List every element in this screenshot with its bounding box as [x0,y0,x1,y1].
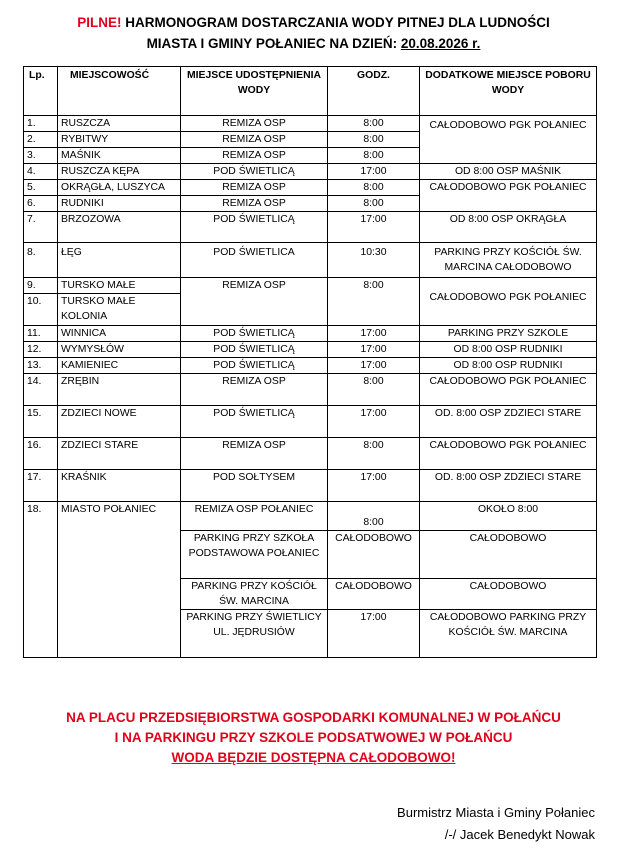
row-lp: 15. [24,406,58,438]
header-place: MIEJSCE UDOSTĘPNIENIA WODY [181,67,328,116]
row-town: KAMIENIEC [58,358,181,374]
table-row [24,374,597,406]
header-time: GODZ. [328,67,420,116]
row-time: 8:00 [328,438,420,470]
row-time: 17:00 [328,164,420,180]
row-time: 17:00 [328,358,420,374]
row-place: REMIZA OSP [181,148,328,164]
row-extra: OD. 8:00 OSP ZDZIECI STARE [420,470,597,502]
row-place: REMIZA OSP [181,438,328,470]
row-town: RUDNIKI [58,196,181,212]
header-extra: DODATKOWE MIEJSCE POBORU WODY [420,67,597,116]
table-row [24,406,597,438]
row-extra: PARKING PRZY KOŚCIÓŁ ŚW. MARCINA CAŁODOBOWO [420,243,597,278]
notice-line-1: NA PLACU PRZEDSIĘBIORSTWA GOSPODARKI KOMUNALNEJ W POŁAŃCU [66,710,561,725]
table-row [24,438,597,470]
urgent-label: PILNE! [77,15,122,30]
row-place: POD ŚWIETLICĄ [181,212,328,243]
row-town: RUSZCZA KĘPA [58,164,181,180]
row-time: 8:00 [328,502,420,531]
row-extra: OD. 8:00 OSP ZDZIECI STARE [420,406,597,438]
row-town: TURSKO MAŁE KOLONIA [58,294,181,326]
row-time: 10:30 [328,243,420,278]
row-lp: 12. [24,342,58,358]
row-lp: 2. [24,132,58,148]
signature-block [397,802,595,846]
table-row [24,212,597,243]
row-town: ŁĘG [58,243,181,278]
city-sub-extra: CAŁODOBOWO PARKING PRZY KOŚCIÓŁ ŚW. MARCINA [420,610,597,658]
header-row [24,67,597,116]
row-extra: CAŁODOBOWO PGK POŁANIEC [420,278,597,326]
row-extra: CAŁODOBOWO PGK POŁANIEC [420,116,597,164]
row-time: 8:00 [328,278,420,326]
row-town: MIASTO POŁANIEC [58,502,181,658]
row-lp: 13. [24,358,58,374]
row-lp: 6. [24,196,58,212]
row-place: REMIZA OSP [181,374,328,406]
row-lp: 9. [24,278,58,294]
table-row [24,342,597,358]
row-place: REMIZA OSP [181,132,328,148]
row-lp: 16. [24,438,58,470]
row-place: POD SOŁTYSEM [181,470,328,502]
title-line-2 [0,33,627,54]
row-lp: 10. [24,294,58,326]
row-time: 17:00 [328,470,420,502]
row-town: BRZOZOWA [58,212,181,243]
row-town: RYBITWY [58,132,181,148]
row-place: REMIZA OSP [181,278,328,326]
row-town: KRAŚNIK [58,470,181,502]
row-place: POD ŚWIETLICĄ [181,326,328,342]
row-time: 8:00 [328,148,420,164]
table-row [24,326,597,342]
table-row [24,180,597,196]
row-town: WINNICA [58,326,181,342]
document-title [0,12,627,54]
city-sub-place: PARKING PRZY ŚWIETLICY UL. JĘDRUSIÓW [181,610,328,658]
row-town: MAŚNIK [58,148,181,164]
row-extra: OD 8:00 OSP RUDNIKI [420,342,597,358]
city-sub-time: 17:00 [328,610,420,658]
schedule-table [23,66,597,658]
row-town: WYMYSŁÓW [58,342,181,358]
row-time: 17:00 [328,342,420,358]
row-place: POD ŚWIETLICĄ [181,164,328,180]
table-row [24,278,597,294]
header-town: MIEJSCOWOŚĆ [58,67,181,116]
title-line-1 [0,12,627,33]
row-town: ZDZIECI NOWE [58,406,181,438]
row-lp: 7. [24,212,58,243]
title-date: 20.08.2026 r. [400,36,481,51]
row-time: 8:00 [328,196,420,212]
row-town: OKRĄGŁA, LUSZYCA [58,180,181,196]
row-lp: 11. [24,326,58,342]
header-lp: Lp. [24,67,58,116]
row-extra: OD 8:00 OSP OKRĄGŁA [420,212,597,243]
title-text-1: HARMONOGRAM DOSTARCZANIA WODY PITNEJ DLA LUDNOŚCI [125,15,550,30]
row-time: 8:00 [328,374,420,406]
table-row [24,502,597,531]
table-row [24,470,597,502]
row-place: POD ŚWIETLICĄ [181,406,328,438]
row-time: 17:00 [328,326,420,342]
row-place: POD ŚWIETLICĄ [181,358,328,374]
row-place: REMIZA OSP [181,180,328,196]
row-extra: OKOŁO 8:00 [420,502,597,531]
row-lp: 18. [24,502,58,658]
row-lp: 17. [24,470,58,502]
row-extra: OD 8:00 OSP MAŚNIK [420,164,597,180]
title-text-2: MIASTA I GMINY POŁANIEC NA DZIEŃ: [146,36,398,51]
table-row [24,164,597,180]
row-town: ZDZIECI STARE [58,438,181,470]
notice-line-2: I NA PARKINGU PRZY SZKOLE PODSATWOWEJ W POŁAŃCU [114,730,513,745]
row-time: 8:00 [328,180,420,196]
row-lp: 3. [24,148,58,164]
table-row [24,116,597,132]
row-time: 17:00 [328,406,420,438]
table-row [24,358,597,374]
signature-title: Burmistrz Miasta i Gminy Połaniec [397,805,595,820]
row-place: POD ŚWIETLICA [181,243,328,278]
row-time: 8:00 [328,116,420,132]
row-extra: OD 8:00 OSP RUDNIKI [420,358,597,374]
city-sub-extra: CAŁODOBOWO [420,531,597,579]
row-place: REMIZA OSP [181,196,328,212]
row-extra: CAŁODOBOWO PGK POŁANIEC [420,374,597,406]
row-lp: 14. [24,374,58,406]
city-sub-time: CAŁODOBOWO [328,579,420,610]
city-sub-place: PARKING PRZY KOŚCIÓŁ ŚW. MARCINA [181,579,328,610]
table-row [24,243,597,278]
row-extra: CAŁODOBOWO PGK POŁANIEC [420,438,597,470]
row-extra: PARKING PRZY SZKOLE [420,326,597,342]
row-place: POD ŚWIETLICĄ [181,342,328,358]
row-town: TURSKO MAŁE [58,278,181,294]
row-lp: 8. [24,243,58,278]
row-place: REMIZA OSP POŁANIEC [181,502,328,531]
row-place: REMIZA OSP [181,116,328,132]
row-lp: 4. [24,164,58,180]
city-sub-time: CAŁODOBOWO [328,531,420,579]
city-sub-extra: CAŁODOBOWO [420,579,597,610]
notice-line-3: WODA BĘDZIE DOSTĘPNA CAŁODOBOWO! [171,750,456,765]
row-lp: 5. [24,180,58,196]
row-lp: 1. [24,116,58,132]
row-town: ZRĘBIN [58,374,181,406]
row-time: 8:00 [328,132,420,148]
city-sub-place: PARKING PRZY SZKOŁA PODSTAWOWA POŁANIEC [181,531,328,579]
row-time: 17:00 [328,212,420,243]
row-town: RUSZCZA [58,116,181,132]
signature-name: /-/ Jacek Benedykt Nowak [444,827,595,842]
water-notice [0,708,627,768]
row-extra: CAŁODOBOWO PGK POŁANIEC [420,180,597,212]
